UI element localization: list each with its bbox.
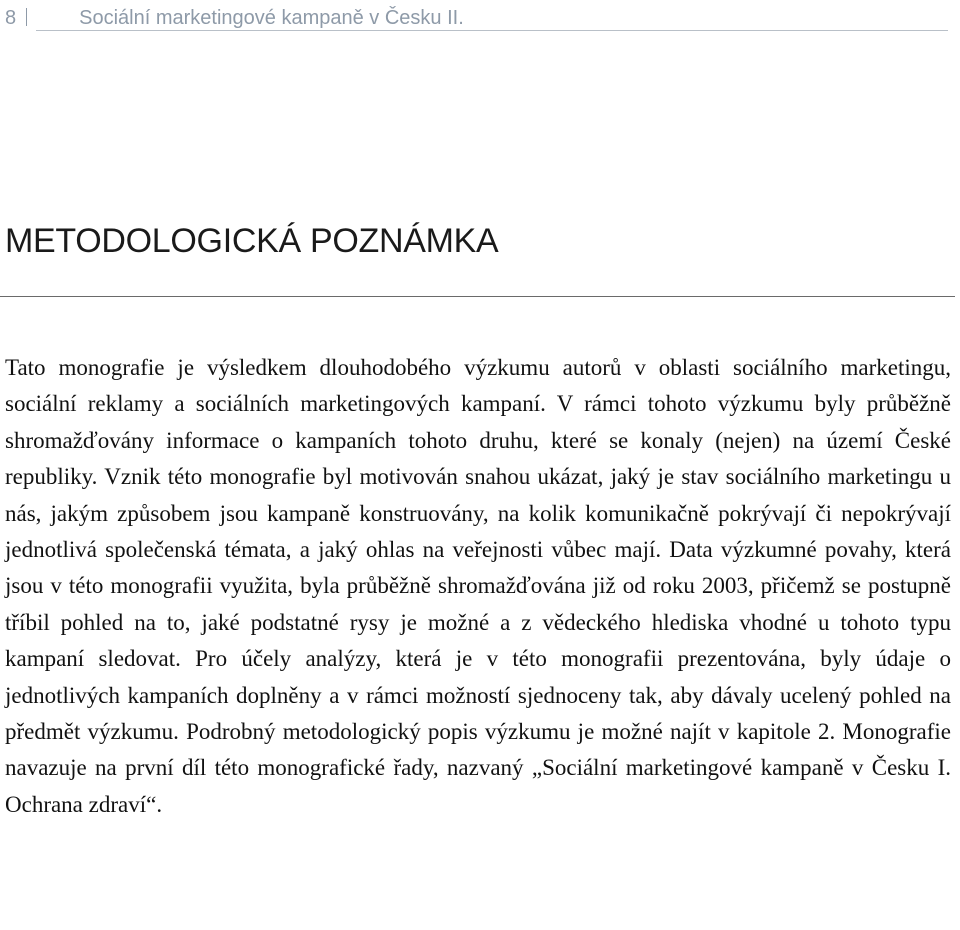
body-paragraph: Tato monografie je výsledkem dlouhodobého výzkumu autorů v oblasti sociálního marketingu, sociální reklamy a sociálních marketingových kampaní. V rámci tohoto výzkumu byly průběžně shromažďovány informace o kampaních tohoto druhu, které se konaly (nejen) na území České republiky. Vznik této monografie byl motivován snahou ukázat, jaký je stav sociálního marketingu u nás, jakým způsobem jsou kampaně konstruovány, na kolik komunikačně pokrývají či nepokrývají jednotlivá společenská témata, a jaký ohlas na veřejnosti vůbec mají. Data výzkumné povahy, která jsou v této monografii využita, byla průběžně shromažďována již od roku 2003, přičemž se postupně tříbil pohled na to, jaké podstatné rysy je možné a z vědeckého hlediska vhodné u tohoto typu kampaní sledovat. Pro účely analýzy, která je v této monografii prezentována, byly údaje o jednotlivých kampaních doplněny a v rámci možností sjednoceny tak, aby dávaly ucelený pohled na předmět výzkumu. Podrobný metodologický popis výzkumu je možné najít v kapitole 2. Monografie navazuje na první díl této monografické řady, nazvaný „Sociální marketingové kampaně v Česku I. Ochrana zdraví“. [5,355,951,817]
running-title: Sociální marketingové kampaně v Česku II. [79,7,464,29]
page-number: 8 [5,7,17,29]
section-title: METODOLOGICKÁ POZNÁMKA [5,222,499,260]
header-rule [36,30,948,31]
header-separator [26,8,27,26]
title-rule [0,296,955,297]
running-header [5,4,947,32]
